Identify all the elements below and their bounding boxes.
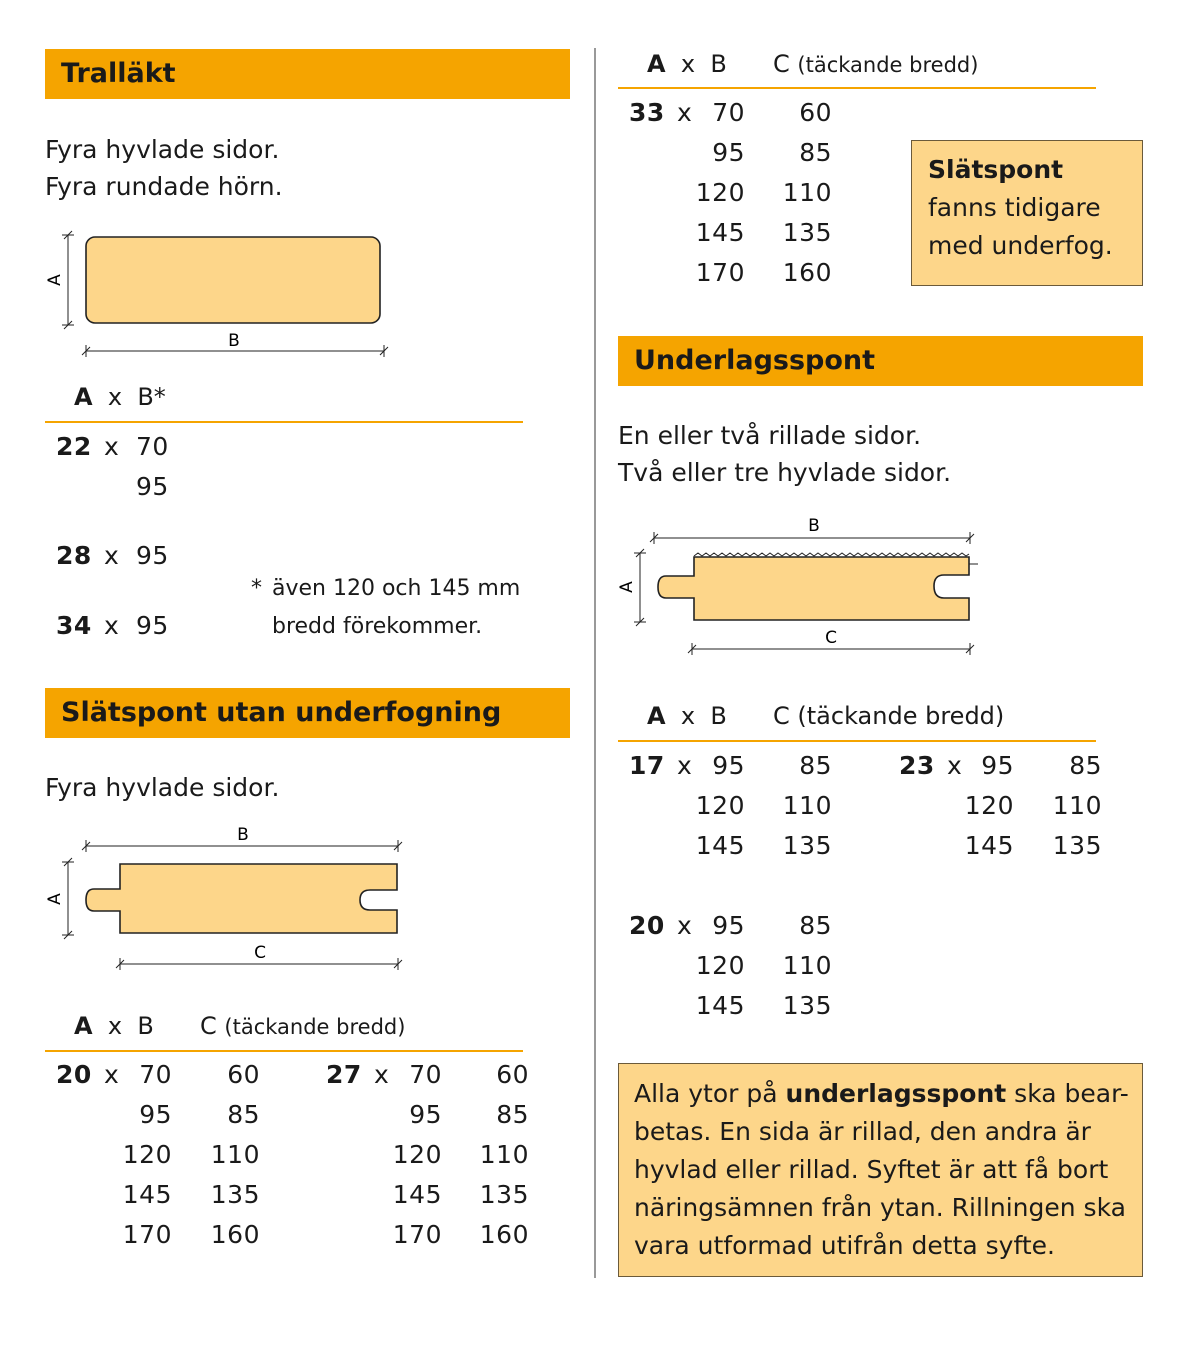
header-c: C bbox=[773, 702, 790, 730]
table-cell-a: 20 bbox=[629, 911, 665, 940]
slatspont-line-1: Fyra hyvlade sidor. bbox=[45, 773, 280, 802]
section-title-slatspont: Slätspont utan underfogning bbox=[45, 688, 570, 738]
table-cell-b: 170 bbox=[392, 1220, 442, 1249]
tralakt-row-a: 34 bbox=[56, 611, 92, 640]
note-box-line: med underfog. bbox=[928, 231, 1113, 260]
header-c-note: (täckande bredd) bbox=[224, 1015, 406, 1039]
table-cell-b: 70 bbox=[139, 1060, 172, 1089]
table-cell-x: x bbox=[947, 751, 963, 780]
slatspont-table-rule bbox=[45, 1050, 523, 1052]
table-cell-b: 145 bbox=[695, 991, 745, 1020]
table-cell-b: 120 bbox=[964, 791, 1014, 820]
table-cell-c: 85 bbox=[227, 1100, 260, 1129]
table-cell-c: 135 bbox=[782, 831, 832, 860]
underlag-label-a: A bbox=[617, 581, 637, 593]
header-a: A bbox=[647, 702, 666, 730]
underlag-line-2: Två eller tre hyvlade sidor. bbox=[618, 458, 952, 487]
table-cell-b: 95 bbox=[139, 1100, 172, 1129]
top-table-header-c bbox=[773, 50, 978, 78]
table-cell-x: x bbox=[677, 911, 693, 940]
table-cell-a: 27 bbox=[326, 1060, 362, 1089]
table-cell-c: 85 bbox=[799, 911, 832, 940]
header-b: B bbox=[710, 50, 727, 78]
slatspont-label-a: A bbox=[45, 893, 65, 905]
table-cell-b: 120 bbox=[392, 1140, 442, 1169]
note-box-line: Alla ytor på underlagsspont ska bear- bbox=[634, 1079, 1129, 1108]
underlag-label-c: C bbox=[825, 628, 837, 648]
table-cell-b: 120 bbox=[122, 1140, 172, 1169]
table-cell-c: 110 bbox=[782, 178, 832, 207]
table-cell-b: 145 bbox=[964, 831, 1014, 860]
section-title-tralakt: Tralläkt bbox=[45, 49, 570, 99]
header-x: x bbox=[107, 1012, 123, 1040]
table-cell-b: 145 bbox=[695, 831, 745, 860]
note-box-bold: Slätspont bbox=[928, 155, 1064, 184]
top-table-rule bbox=[618, 87, 1096, 89]
underlag-line-1: En eller två rillade sidor. bbox=[618, 421, 922, 450]
table-cell-b: 170 bbox=[695, 258, 745, 287]
tralakt-row-a: 28 bbox=[56, 541, 92, 570]
table-cell-b: 70 bbox=[712, 98, 745, 127]
note-box-line: fanns tidigare bbox=[928, 193, 1101, 222]
table-cell-b: 120 bbox=[695, 951, 745, 980]
table-cell-b: 95 bbox=[712, 911, 745, 940]
header-x: x bbox=[107, 383, 123, 411]
slatspont-diagram bbox=[40, 820, 410, 975]
table-cell-b: 95 bbox=[981, 751, 1014, 780]
table-cell-c: 110 bbox=[210, 1140, 260, 1169]
tralakt-row-x: x bbox=[104, 432, 120, 461]
table-cell-a: 33 bbox=[629, 98, 665, 127]
header-c: C bbox=[200, 1012, 217, 1040]
header-x: x bbox=[680, 702, 696, 730]
slatspont-label-c: C bbox=[254, 943, 266, 963]
section-title-underlagsspont: Underlagsspont bbox=[618, 336, 1143, 386]
slatspont-table-header bbox=[74, 1012, 154, 1040]
header-b: B bbox=[710, 702, 727, 730]
slatspont-header-c bbox=[200, 1012, 405, 1040]
column-divider bbox=[594, 48, 596, 1278]
table-cell-c: 85 bbox=[799, 751, 832, 780]
underlag-label-b: B bbox=[808, 516, 820, 536]
table-cell-x: x bbox=[374, 1060, 390, 1089]
table-cell-x: x bbox=[677, 98, 693, 127]
underlag-table-header bbox=[647, 702, 727, 730]
header-c-note: (täckande bredd) bbox=[797, 53, 979, 77]
table-cell-c: 110 bbox=[1052, 791, 1102, 820]
header-c: C bbox=[773, 50, 790, 78]
note-box-line: hyvlad eller rillad. Syftet är att få bort bbox=[634, 1155, 1109, 1184]
table-cell-c: 160 bbox=[210, 1220, 260, 1249]
tralakt-row-x: x bbox=[104, 611, 120, 640]
header-b: B bbox=[137, 1012, 154, 1040]
table-cell-b: 145 bbox=[695, 218, 745, 247]
header-c-note: (täckande bredd) bbox=[797, 702, 1005, 730]
underlag-diagram bbox=[612, 510, 992, 660]
footnote-line-2: bredd förekommer. bbox=[272, 614, 483, 639]
slatspont-label-b: B bbox=[237, 825, 249, 845]
table-cell-c: 110 bbox=[782, 791, 832, 820]
table-cell-b: 120 bbox=[695, 791, 745, 820]
top-table-header bbox=[647, 50, 727, 78]
tralakt-line-2: Fyra rundade hörn. bbox=[45, 172, 283, 201]
table-cell-b: 145 bbox=[122, 1180, 172, 1209]
table-cell-b: 120 bbox=[695, 178, 745, 207]
table-cell-c: 110 bbox=[479, 1140, 529, 1169]
table-cell-b: 70 bbox=[409, 1060, 442, 1089]
table-cell-c: 60 bbox=[799, 98, 832, 127]
table-cell-x: x bbox=[677, 751, 693, 780]
footnote-line-1: även 120 och 145 mm bbox=[272, 576, 521, 601]
footnote-star: * bbox=[251, 576, 262, 601]
tralakt-row-a: 22 bbox=[56, 432, 92, 461]
table-cell-a: 17 bbox=[629, 751, 665, 780]
tralakt-line-1: Fyra hyvlade sidor. bbox=[45, 135, 280, 164]
tralakt-table-rule bbox=[45, 421, 523, 423]
table-cell-b: 95 bbox=[712, 138, 745, 167]
slatspont-board-shape bbox=[86, 864, 397, 933]
note-box-slatspont bbox=[911, 140, 1143, 286]
table-cell-a: 23 bbox=[899, 751, 935, 780]
underlag-table-rule bbox=[618, 740, 1096, 742]
tralakt-label-b: B bbox=[228, 331, 240, 351]
table-cell-c: 135 bbox=[782, 218, 832, 247]
table-cell-b: 95 bbox=[712, 751, 745, 780]
tralakt-row-x: x bbox=[104, 541, 120, 570]
table-cell-c: 85 bbox=[799, 138, 832, 167]
note-box-line: näringsämnen från ytan. Rillningen ska bbox=[634, 1193, 1126, 1222]
table-cell-b: 170 bbox=[122, 1220, 172, 1249]
table-cell-c: 85 bbox=[496, 1100, 529, 1129]
tralakt-label-a: A bbox=[45, 274, 65, 286]
header-a: A bbox=[74, 1012, 93, 1040]
table-cell-c: 60 bbox=[227, 1060, 260, 1089]
table-cell-c: 160 bbox=[479, 1220, 529, 1249]
tralakt-diagram bbox=[40, 225, 400, 360]
table-cell-c: 135 bbox=[1052, 831, 1102, 860]
tralakt-table-header bbox=[74, 383, 166, 411]
table-cell-x: x bbox=[104, 1060, 120, 1089]
header-x: x bbox=[680, 50, 696, 78]
header-a: A bbox=[647, 50, 666, 78]
table-cell-c: 85 bbox=[1069, 751, 1102, 780]
table-cell-b: 95 bbox=[409, 1100, 442, 1129]
tralakt-row-b: 70 bbox=[136, 432, 169, 461]
note-box-line: vara utformad utifrån detta syfte. bbox=[634, 1231, 1055, 1260]
table-cell-c: 135 bbox=[479, 1180, 529, 1209]
table-cell-c: 135 bbox=[210, 1180, 260, 1209]
underlag-table-header-c bbox=[773, 702, 1004, 730]
tralakt-row-b: 95 bbox=[136, 472, 169, 501]
tralakt-board-shape bbox=[86, 237, 380, 323]
table-cell-c: 60 bbox=[496, 1060, 529, 1089]
table-cell-c: 160 bbox=[782, 258, 832, 287]
note-box-underlagsspont bbox=[618, 1063, 1143, 1277]
table-cell-c: 135 bbox=[782, 991, 832, 1020]
table-cell-b: 145 bbox=[392, 1180, 442, 1209]
tralakt-row-b: 95 bbox=[136, 541, 169, 570]
header-a: A bbox=[74, 383, 93, 411]
tralakt-row-b: 95 bbox=[136, 611, 169, 640]
table-cell-c: 110 bbox=[782, 951, 832, 980]
header-b: B* bbox=[137, 383, 166, 411]
note-box-line: betas. En sida är rillad, den andra är bbox=[634, 1117, 1091, 1146]
underlag-board-shape bbox=[658, 557, 969, 620]
table-cell-a: 20 bbox=[56, 1060, 92, 1089]
